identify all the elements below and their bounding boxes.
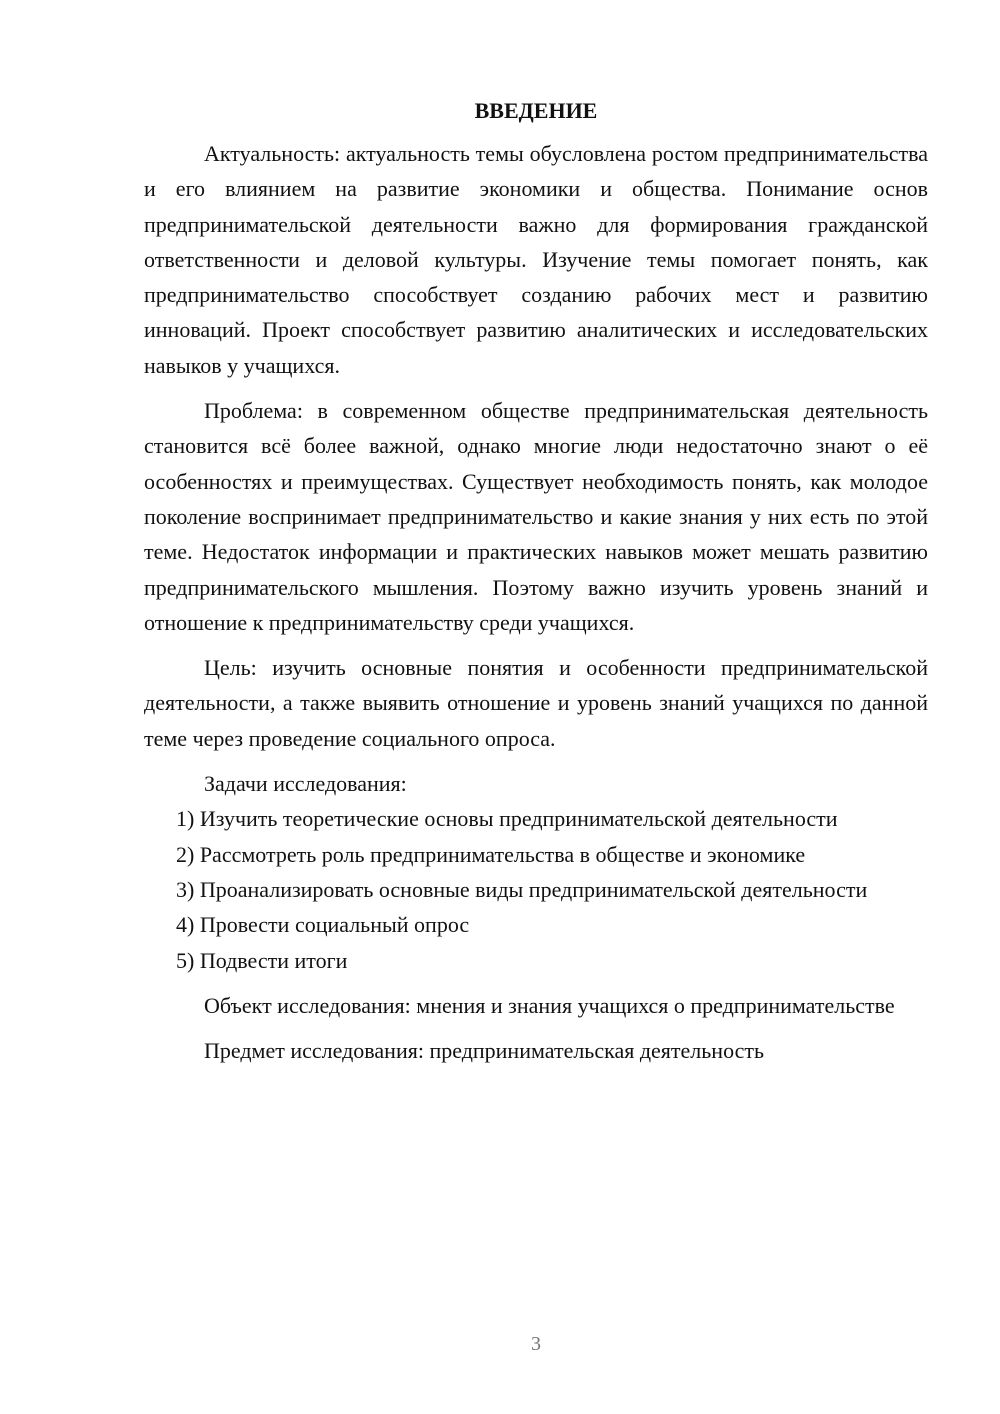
object-paragraph: Объект исследования: мнения и знания учащихся о предпринимательстве [204, 992, 895, 1018]
page-number: 3 [531, 1333, 541, 1355]
task-item-3: 3) Проанализировать основные виды предпринимательской деятельности [176, 876, 868, 902]
goal-paragraph: Цель: изучить основные понятия и особенности предпринимательской деятельности, а также выявить отношение и уровень знаний учащихся по данной теме через проведение социального опроса. [144, 655, 928, 751]
subject-paragraph: Предмет исследования: предпринимательская деятельность [204, 1038, 765, 1064]
page-title: ВВЕДЕНИЕ [474, 98, 598, 123]
task-item-1: 1) Изучить теоретические основы предпринимательской деятельности [176, 806, 838, 832]
task-item-2: 2) Рассмотреть роль предпринимательства в обществе и экономике [176, 841, 806, 867]
page-content [144, 96, 928, 1068]
tasks-heading: Задачи исследования: [204, 771, 407, 797]
relevance-paragraph: Актуальность: актуальность темы обусловлена ростом предпринимательства и его влиянием на развитие экономики и общества. Понимание основ предпринимательской деятельности важно для формирования гражданской ответственности и деловой культуры. Изучение темы помогает понять, как предпринимательство способствует созданию рабочих мест и развитию инноваций. Проект способствует развитию аналитических и исследовательских навыков у учащихся. [144, 141, 928, 378]
task-item-5: 5) Подвести итоги [176, 947, 348, 973]
problem-paragraph: Проблема: в современном обществе предпринимательская деятельность становится всё более важной, однако многие люди недостаточно знают о её особенностях и преимуществах. Существует необходимость понять, как молодое поколение воспринимает предпринимательство и какие знания у них есть по этой теме. Недостаток информации и практических навыков может мешать развитию предпринимательского мышления. Поэтому важно изучить уровень знаний и отношение к предпринимательству среди учащихся. [144, 398, 928, 635]
task-item-4: 4) Провести социальный опрос [176, 912, 470, 938]
